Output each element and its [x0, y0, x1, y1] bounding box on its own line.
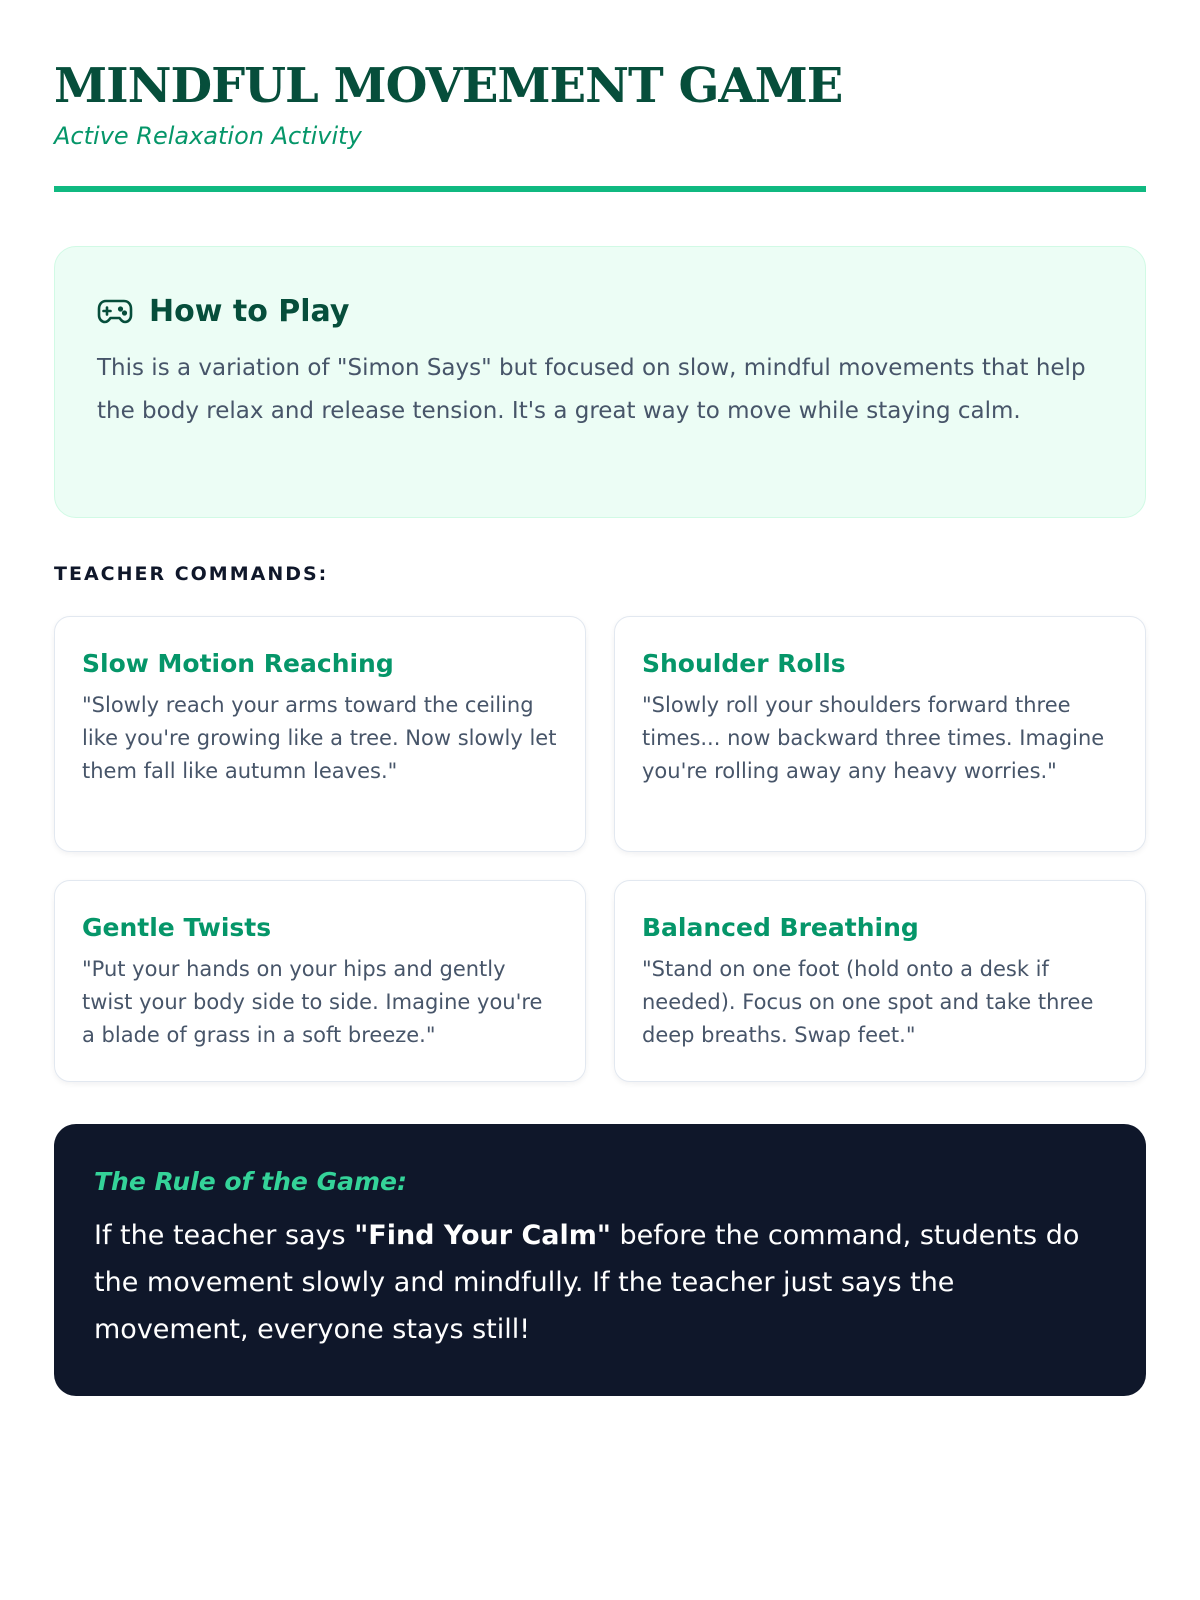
header-divider: [54, 186, 1146, 192]
command-text: "Stand on one foot (hold onto a desk if needed). Focus on one spot and take three deep breaths. Swap feet.": [642, 957, 1094, 1047]
command-card: [614, 616, 1146, 852]
command-text: "Put your hands on your hips and gently twist your body side to side. Imagine you're a blade of grass in a soft breeze.": [82, 957, 543, 1047]
command-title: Gentle Twists: [82, 913, 272, 942]
command-card: [614, 880, 1146, 1082]
game-rule-panel: [54, 1124, 1146, 1396]
how-to-play-title: How to Play: [149, 293, 350, 329]
page-subtitle: Active Relaxation Activity: [54, 122, 362, 150]
command-title: Balanced Breathing: [642, 913, 919, 942]
command-text: "Slowly reach your arms toward the ceiling like you're growing like a tree. Now slowly let them fall like autumn leaves.": [82, 693, 557, 783]
command-card: [54, 880, 586, 1082]
commands-grid: [54, 616, 1146, 1082]
command-title: Slow Motion Reaching: [82, 649, 394, 678]
command-title: Shoulder Rolls: [642, 649, 846, 678]
how-to-play-header: [97, 291, 1103, 331]
command-card: [54, 616, 586, 852]
page-title: MINDFUL MOVEMENT GAME: [54, 58, 843, 114]
game-rule-title: The Rule of the Game:: [94, 1167, 407, 1196]
game-rule-text: [94, 1212, 1106, 1353]
rule-text-after: before the command, students do the movement slowly and mindfully. If the teacher just says the movement, everyone stays still!: [94, 1220, 1080, 1345]
rule-highlight-phrase: "Find Your Calm": [354, 1220, 611, 1251]
how-to-play-description: This is a variation of "Simon Says" but focused on slow, mindful movements that help the body relax and release tension. It's a great way to move while staying calm.: [97, 355, 1086, 424]
gamepad-icon: [97, 297, 135, 325]
teacher-commands-label: TEACHER COMMANDS:: [54, 563, 329, 585]
command-text: "Slowly roll your shoulders forward three times... now backward three times. Imagine you're rolling away any heavy worries.": [642, 693, 1105, 783]
rule-text-before: If the teacher says: [94, 1220, 355, 1251]
how-to-play-panel: [54, 246, 1146, 518]
